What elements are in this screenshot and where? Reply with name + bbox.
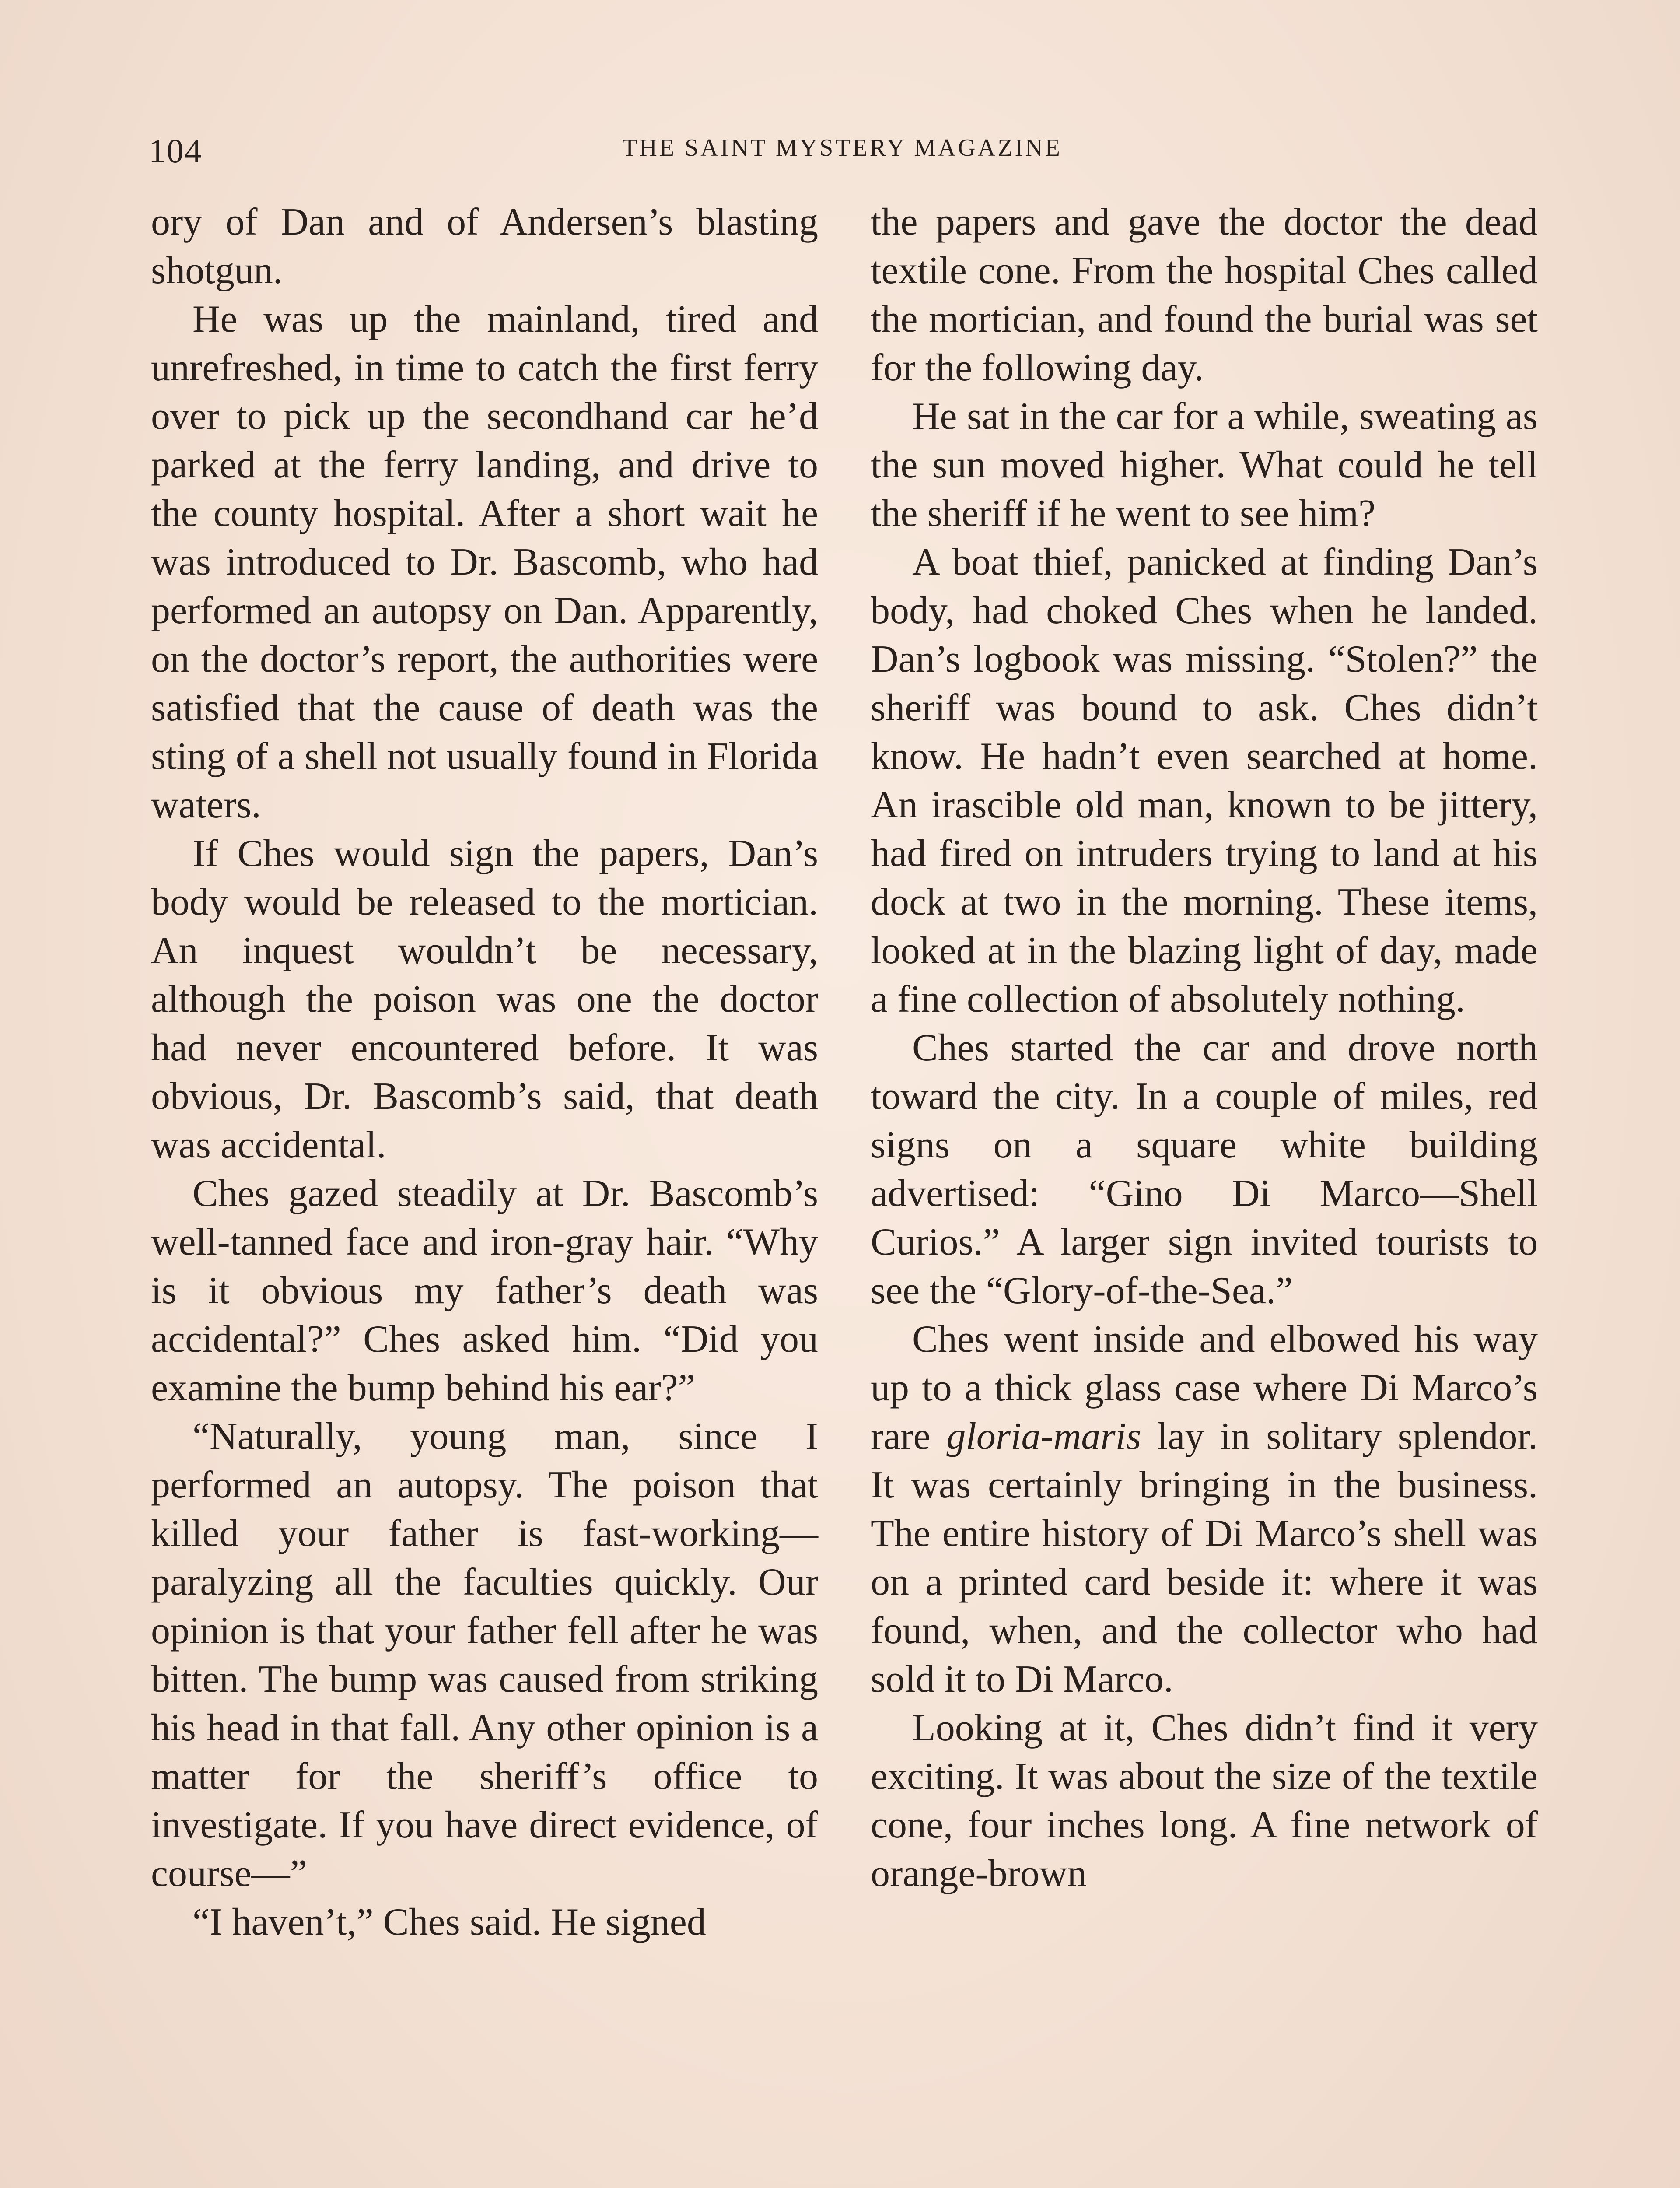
paragraph: Looking at it, Ches didn’t find it very exciting. It was about the size of the textile cone, four inches long. A fine network of orange-brown [871,1707,1538,1895]
paragraph-text: Ches went inside and elbowed his way up to a thick glass case where Di Marco’s rare [871,1318,1538,1458]
page-header [149,131,1536,171]
paragraph: the papers and gave the doctor the dead textile cone. From the hospital Ches called the mortician, and found the burial was set for the following day. [871,201,1538,389]
paragraph: “I haven’t,” Ches said. He signed [192,1901,706,1943]
paragraph: He was up the mainland, tired and unrefreshed, in time to catch the first ferry over to pick up the secondhand car he’d parked at the ferry landing, and drive to the county hospital. After a short wait he was introduced to Dr. Bascomb, who had performed an autopsy on Dan. Apparently, on the doctor’s report, the authorities were satisfied that the cause of death was the sting of a shell not usually found in Florida waters. [151,298,818,826]
emphasized-term: gloria-maris [946,1415,1141,1458]
paragraph [871,1315,1538,1704]
paragraph-text: lay in solitary splendor. It was certainly bringing in the business. The entire history of Di Marco’s shell was on a printed card beside it: where it was found, when, and the collector who had sold it to Di Marco. [871,1415,1538,1701]
left-column [151,198,818,1946]
page-number: 104 [149,132,203,170]
paragraph: Ches gazed steadily at Dr. Bascomb’s well-tanned face and iron-gray hair. “Why is it obvious my father’s death was accidental?” Ches asked him. “Did you examine the bump behind his ear?” [151,1172,818,1409]
paragraph: If Ches would sign the papers, Dan’s body would be released to the mortician. An inquest wouldn’t be necessary, although the poison was one the doctor had never encountered before. It was obvious, Dr. Bascomb’s said, that death was accidental. [151,832,818,1166]
paragraph: A boat thief, panicked at finding Dan’s body, had choked Ches when he landed. Dan’s logbook was missing. “Stolen?” the sheriff was bound to ask. Ches didn’t know. He hadn’t even searched at home. An irascible old man, known to be jittery, had fired on intruders trying to land at his dock at two in the morning. These items, looked at in the blazing light of day, made a fine collection of absolutely nothing. [871,541,1538,1020]
paragraph: Ches started the car and drove north toward the city. In a couple of miles, red signs on a square white building advertised: “Gino Di Marco—Shell Curios.” A larger sign invited tourists to see the “Glory-of-the-Sea.” [871,1027,1538,1312]
running-head: THE SAINT MYSTERY MAGAZINE [622,134,1062,161]
right-column [871,198,1538,1898]
paragraph: ory of Dan and of Andersen’s blasting shotgun. [151,201,818,292]
paragraph: He sat in the car for a while, sweating as the sun moved higher. What could he tell the sheriff if he went to see him? [871,395,1538,535]
paragraph: “Naturally, young man, since I performed an autopsy. The poison that killed your father is fast-working—paralyzing all the faculties quickly. Our opinion is that your father fell after he was bitten. The bump was caused from striking his head in that fall. Any other opinion is a matter for the sheriff’s office to investigate. If you have direct evidence, of course—” [151,1415,818,1895]
